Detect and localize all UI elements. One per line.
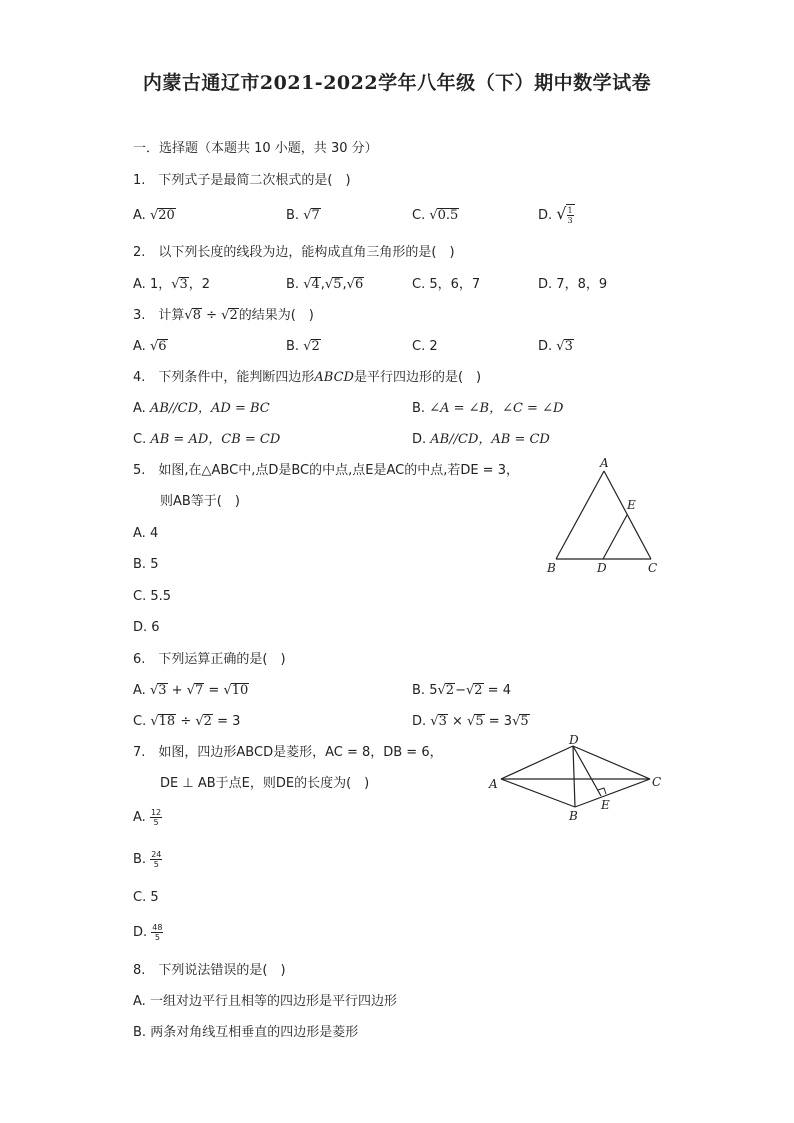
page-title: 内蒙古通辽市2021-2022学年八年级（下）期中数学试卷 xyxy=(142,72,652,94)
radicand: 0.5 xyxy=(437,208,459,223)
stem-text: 4. 下列条件中，能判断四边形 xyxy=(133,370,315,385)
question-7-stem: 7. 如图，四边形ABCD是菱形，AC = 8，DB = 6， xyxy=(133,745,443,760)
fraction-denominator: 5 xyxy=(154,933,160,942)
q2-option-d xyxy=(538,276,607,294)
radicand: 5 xyxy=(520,714,529,729)
fraction-numerator: 48 xyxy=(152,923,163,932)
q8-option-b xyxy=(133,1024,358,1042)
label-d: D xyxy=(597,561,607,575)
q3-option-c xyxy=(412,338,438,356)
radicand: 10 xyxy=(231,683,249,698)
option-label: D. xyxy=(538,208,553,223)
option-label: B. xyxy=(133,1025,147,1040)
fraction-denominator: 3 xyxy=(567,216,573,225)
math-variable: ABCD xyxy=(314,370,354,385)
radicand: 5 xyxy=(333,277,342,292)
radicand: 18 xyxy=(158,714,176,729)
radicand: 3 xyxy=(179,277,188,292)
question-3-stem: 3. 计算√8 ÷ √2的结果为( ) xyxy=(133,308,314,323)
q3-option-b: B. √2 xyxy=(286,339,320,354)
option-text: AB = AD，CB = CD xyxy=(150,432,281,447)
side-ac xyxy=(604,471,651,559)
operator: ÷ xyxy=(176,714,196,729)
section-heading: 一．选择题（本题共 10 小题，共 30 分） xyxy=(133,141,378,156)
option-label: B. xyxy=(133,852,147,867)
radicand: 2 xyxy=(229,308,238,323)
label-a: A xyxy=(600,456,609,470)
q1-option-b: B. √7 xyxy=(286,208,320,223)
option-label: C. xyxy=(133,432,147,447)
q3-option-d: D. √3 xyxy=(538,339,573,354)
q7-option-d xyxy=(133,923,163,942)
q2-option-b: B. √4,√5,√6 xyxy=(286,277,364,292)
operator: + xyxy=(167,683,187,698)
q4-option-c xyxy=(133,431,280,449)
radicand: 8 xyxy=(192,308,201,323)
q5-option-d xyxy=(133,619,160,637)
rhombus-figure xyxy=(484,732,670,824)
q6-option-b: B. 5√2−√2 = 4 xyxy=(412,683,511,698)
radicand: 4 xyxy=(311,277,320,292)
option-label: A. xyxy=(133,526,146,541)
option-label: A. xyxy=(133,208,146,223)
option-label: A. xyxy=(133,339,146,354)
q6-option-c: C. √18 ÷ √2 = 3 xyxy=(133,714,241,729)
radicand: 2 xyxy=(474,683,483,698)
option-label: C. xyxy=(133,890,147,905)
question-8-stem: 8. 下列说法错误的是( ) xyxy=(133,963,286,978)
option-text: 7，8，9 xyxy=(556,277,608,292)
option-label: C. xyxy=(412,208,426,223)
fraction-denominator: 5 xyxy=(153,860,159,869)
operator: − xyxy=(455,683,466,698)
label-a: A xyxy=(489,777,498,791)
label-c: C xyxy=(652,775,662,789)
operator: ÷ xyxy=(201,308,222,323)
diagonal-db xyxy=(573,746,575,807)
operator: × xyxy=(447,714,468,729)
q4-option-b xyxy=(412,400,563,418)
option-label: D. xyxy=(412,714,427,729)
radicand: 2 xyxy=(445,683,455,698)
q6-option-a: A. √3 + √7 = √10 xyxy=(133,683,249,698)
radicand: 3 xyxy=(438,714,447,729)
label-e: E xyxy=(601,798,610,812)
segment-de xyxy=(603,515,627,559)
fraction-numerator: 12 xyxy=(150,808,162,817)
option-label: C. xyxy=(133,589,147,604)
q7-option-a xyxy=(133,808,162,827)
fraction-numerator: 24 xyxy=(151,850,162,859)
q7-option-c xyxy=(133,889,159,907)
option-text: 5.5 xyxy=(150,589,172,604)
separator: , xyxy=(342,277,347,292)
option-label: B. xyxy=(412,401,426,416)
label-b: B xyxy=(569,809,578,823)
q3-option-a: A. √6 xyxy=(133,339,167,354)
option-label: A. xyxy=(133,810,146,825)
option-label: D. xyxy=(133,925,148,940)
radicand: 20 xyxy=(158,208,175,223)
option-label: C. xyxy=(412,339,426,354)
option-label: B. xyxy=(286,339,300,354)
q7-option-b xyxy=(133,850,162,869)
option-label: C. xyxy=(412,277,426,292)
coefficient: 5 xyxy=(429,683,438,698)
option-label: B. xyxy=(286,208,300,223)
q6-option-d: D. √3 × √5 = 3√5 xyxy=(412,714,529,729)
option-text: 5 xyxy=(150,557,159,572)
operator: = 3 xyxy=(484,714,513,729)
side-ab xyxy=(556,471,604,559)
radicand: 6 xyxy=(354,277,364,292)
option-text: 4 xyxy=(149,526,159,541)
radicand: 6 xyxy=(158,339,167,354)
segment-de xyxy=(573,746,601,796)
q1-option-c: C. √0.5 xyxy=(412,208,459,223)
option-label: D. xyxy=(538,277,553,292)
option-label: B. xyxy=(412,683,426,698)
radicand: 5 xyxy=(475,714,484,729)
q5-option-b xyxy=(133,556,158,574)
label-e: E xyxy=(627,498,636,512)
option-label: A. xyxy=(133,401,146,416)
option-text: 5，6，7 xyxy=(429,277,481,292)
label-c: C xyxy=(648,561,658,575)
q4-option-a xyxy=(133,400,270,418)
q5-option-a xyxy=(133,525,158,543)
radicand: 3 xyxy=(564,339,573,354)
option-label: C. xyxy=(133,714,147,729)
option-label: D. xyxy=(412,432,427,447)
stem-text: 3. 计算 xyxy=(133,308,185,323)
option-label: B. xyxy=(133,557,147,572)
option-text: = 3 xyxy=(212,714,241,729)
question-6-stem: 6. 下列运算正确的是( ) xyxy=(133,652,286,667)
question-5-stem: 5. 如图,在△ABC中,点D是BC的中点,点E是AC的中点,若DE = 3， xyxy=(133,463,519,478)
option-text: AB//CD，AD = BC xyxy=(149,401,270,416)
question-5-stem-continued: 则AB等于( ) xyxy=(160,494,240,509)
q1-option-d: D. √ $\frac{1}{3}$ xyxy=(538,204,573,225)
label-d: D xyxy=(569,733,579,747)
radicand: 7 xyxy=(311,208,320,223)
option-text: 5 xyxy=(150,890,159,905)
stem-text: 是平行四边形的是( ) xyxy=(353,370,482,385)
option-text: 两条对角线互相垂直的四边形是菱形 xyxy=(150,1025,359,1040)
q4-option-d xyxy=(412,431,550,449)
question-4-stem xyxy=(133,369,481,387)
fraction-denominator: 5 xyxy=(153,818,159,827)
option-text: 1， xyxy=(149,277,172,292)
option-text: 2 xyxy=(429,339,438,354)
triangle-figure xyxy=(540,452,670,578)
radicand: 3 xyxy=(158,683,167,698)
fraction-numerator: 1 xyxy=(567,206,573,215)
q1-option-a: A. √20 xyxy=(133,208,175,223)
option-label: D. xyxy=(133,620,148,635)
option-label: B. xyxy=(286,277,300,292)
side-ad xyxy=(501,746,573,779)
side-dc xyxy=(573,746,650,779)
operator: = xyxy=(204,683,224,698)
side-cb xyxy=(575,779,650,807)
radicand: 7 xyxy=(194,683,204,698)
option-text: = 4 xyxy=(483,683,511,698)
q2-option-a: A. 1，√3，2 xyxy=(133,277,211,292)
option-text: ，2 xyxy=(188,277,211,292)
question-2-stem: 2. 以下列长度的线段为边，能构成直角三角形的是( ) xyxy=(133,245,455,260)
label-b: B xyxy=(547,561,556,575)
option-text: 一组对边平行且相等的四边形是平行四边形 xyxy=(149,994,397,1009)
option-label: A. xyxy=(133,994,146,1009)
question-1-stem: 1. 下列式子是最简二次根式的是( ) xyxy=(133,173,351,188)
separator: , xyxy=(320,277,325,292)
question-7-stem-continued: DE ⊥ AB于点E，则DE的长度为( ) xyxy=(160,776,370,791)
option-label: A. xyxy=(133,683,146,698)
radicand: 2 xyxy=(311,339,320,354)
q5-option-c xyxy=(133,588,171,606)
option-text: ∠A = ∠B，∠C = ∠D xyxy=(429,401,564,416)
side-ba xyxy=(501,779,575,807)
q8-option-a xyxy=(133,993,397,1011)
option-label: A. xyxy=(133,277,146,292)
option-label: D. xyxy=(538,339,553,354)
option-text: AB//CD，AB = CD xyxy=(430,432,550,447)
q2-option-c xyxy=(412,276,480,294)
radicand: 2 xyxy=(203,714,212,729)
stem-text: 的结果为( ) xyxy=(238,308,314,323)
option-text: 6 xyxy=(151,620,160,635)
